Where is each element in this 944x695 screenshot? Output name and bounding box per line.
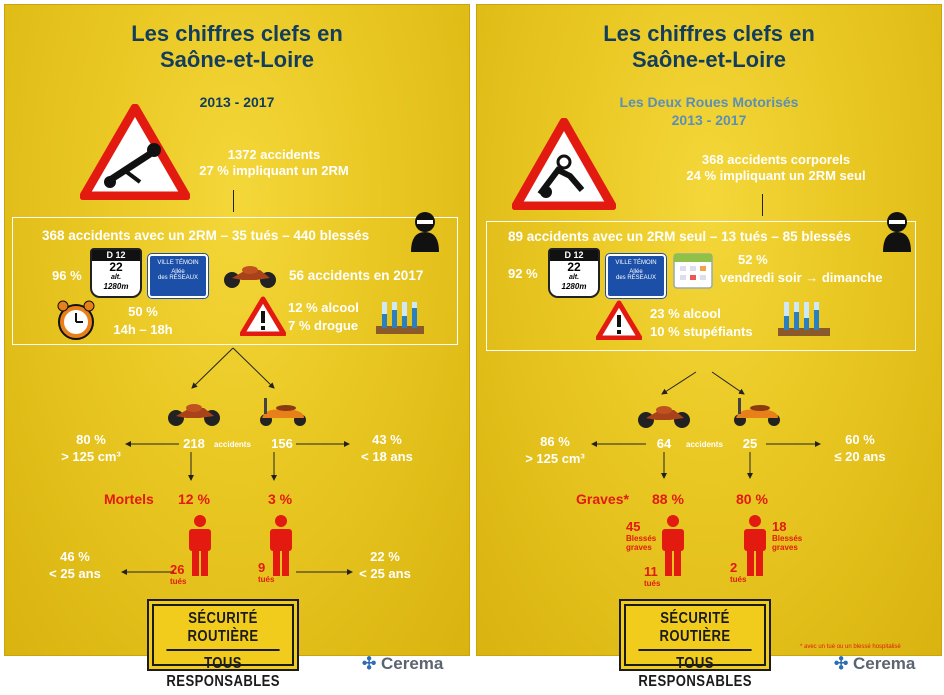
road-number: D 12: [550, 250, 598, 261]
calendar-icon: [672, 248, 714, 290]
period: 2013 - 2017: [671, 112, 747, 128]
cerema-logo: [362, 654, 443, 674]
test-tubes-icon: [374, 296, 426, 336]
killed-label: tués: [170, 577, 187, 586]
motorcyclist-helmet-icon: [880, 210, 914, 252]
road-elevation: 1280m: [103, 282, 129, 291]
person-icon: [185, 514, 215, 576]
scooter-killed: 2: [730, 560, 738, 575]
moto-killed: 26: [170, 562, 185, 577]
person-icon: [658, 514, 688, 576]
moto-count: 218: [183, 436, 205, 451]
person-icon: [266, 514, 296, 576]
time-pct: 50 %: [128, 304, 158, 319]
moto-pct: 80 %: [76, 432, 106, 447]
intro-share: 24 % impliquant un 2RM seul: [686, 168, 866, 183]
severity-label: Mortels: [104, 491, 154, 507]
cerema-mark-icon: ✣: [362, 654, 377, 673]
danger-warning-icon: [596, 300, 642, 340]
summary-text: 89 accidents avec un 2RM seul – 13 tués – 85 blessés: [508, 229, 851, 244]
scooter-young-pct: 22 %: [370, 549, 400, 564]
drug-stat: 7 % drogue: [288, 318, 359, 333]
cerema-mark-icon: ✣: [834, 654, 849, 673]
badge-line1: SÉCURITÉ ROUTIÈRE: [166, 606, 279, 651]
moto-cc: > 125 cm³: [61, 449, 121, 464]
severity-label: Graves*: [576, 491, 629, 507]
scooter-pct: 43 %: [372, 432, 402, 447]
moto-young-age: < 25 ans: [49, 566, 101, 581]
road-km: 22: [567, 260, 581, 274]
village-sign-line1: VILLE TÉMOIN: [157, 260, 199, 266]
danger-warning-icon: [240, 296, 286, 336]
serious-label-1: Blessés: [772, 534, 803, 543]
scooter-age: ≤ 20 ans: [834, 449, 886, 464]
moto-severity: 12 %: [178, 491, 210, 507]
scooter-icon: [256, 394, 310, 428]
killed-label: tués: [644, 579, 661, 588]
poster-title-line2: Saône-et-Loire: [159, 47, 315, 72]
road-km: 22: [109, 260, 123, 274]
scooter-count: 25: [742, 436, 758, 451]
moto-severity: 88 %: [652, 491, 684, 507]
summary-text: 368 accidents avec un 2RM – 35 tués – 440 blessés: [42, 228, 370, 243]
intro-share: 27 % impliquant un 2RM: [199, 163, 349, 178]
motorcycle-icon: [634, 398, 694, 430]
scooter-severity: 3 %: [268, 491, 293, 507]
moto-young-pct: 46 %: [60, 549, 90, 564]
scooter-severity: 80 %: [736, 491, 768, 507]
accidents-label: accidents: [214, 440, 251, 449]
motorcycle-icon: [164, 396, 224, 428]
moto-pct: 86 %: [540, 434, 570, 449]
time-range: 14h – 18h: [113, 322, 173, 337]
village-sign-line2: Allée: [171, 269, 185, 275]
badge-line2: TOUS RESPONSABLES: [638, 655, 752, 690]
warning-motorcyclist-icon: [512, 118, 616, 210]
subtitle: Les Deux Roues Motorisés: [619, 94, 799, 110]
connector-line: [233, 190, 234, 212]
serious-label-2: graves: [772, 543, 798, 552]
road-pct: 96 %: [52, 268, 82, 283]
village-sign-line3: des RÉSEAUX: [157, 275, 199, 281]
serious-label-2: graves: [626, 543, 652, 552]
road-alt: alt.: [568, 274, 580, 281]
serious-label-1: Blessés: [626, 534, 657, 543]
alarm-clock-icon: [54, 298, 98, 342]
alcohol-stat: 12 % alcool: [288, 300, 359, 315]
connector-line: [762, 194, 763, 216]
killed-label: tués: [258, 575, 275, 584]
intro-total: 1372 accidents: [227, 147, 321, 162]
weekend-range: vendredi soir → dimanche: [720, 270, 883, 285]
moto-cc: > 125 cm³: [525, 451, 585, 466]
badge-line1: SÉCURITÉ ROUTIÈRE: [638, 606, 751, 651]
village-sign-line3: des RÉSEAUX: [615, 275, 657, 281]
cerema-logo: [834, 654, 915, 674]
village-sign: [148, 254, 208, 298]
year-stat: 56 accidents en 2017: [289, 268, 424, 283]
village-sign-line1: VILLE TÉMOIN: [615, 260, 657, 266]
scooter-pct: 60 %: [845, 432, 875, 447]
scooter-icon: [730, 394, 784, 428]
moto-killed: 11: [644, 564, 658, 579]
period: 2013 - 2017: [199, 94, 275, 110]
badge-line2: TOUS RESPONSABLES: [166, 655, 280, 690]
drug-stat: 10 % stupéfiants: [650, 324, 753, 339]
alcohol-stat: 23 % alcool: [650, 306, 721, 321]
scooter-age: < 18 ans: [361, 449, 413, 464]
scooter-count: 156: [271, 436, 293, 451]
test-tubes-icon: [776, 296, 832, 338]
killed-label: tués: [730, 575, 747, 584]
road-elevation: 1280m: [561, 282, 587, 291]
cerema-logo-text: Cerema: [380, 654, 444, 673]
moto-count: 64: [656, 436, 672, 451]
intro-total: 368 accidents corporels: [701, 152, 851, 167]
scooter-young-age: < 25 ans: [359, 566, 411, 581]
moto-serious: 45: [626, 519, 641, 534]
motorcyclist-helmet-icon: [408, 210, 442, 252]
branch-arrows: [476, 364, 942, 604]
poster-title-line2: Saône-et-Loire: [631, 47, 787, 72]
person-icon: [740, 514, 770, 576]
road-number: D 12: [92, 250, 140, 261]
road-alt: alt.: [110, 274, 122, 281]
road-pct: 92 %: [508, 266, 538, 281]
scooter-killed: 9: [258, 560, 266, 575]
road-safety-badge: [152, 604, 294, 690]
village-sign-line2: Allée: [629, 269, 643, 275]
footnote: * avec un tué ou un blessé hospitalisé: [800, 644, 901, 650]
motorcycle-icon: [220, 260, 280, 290]
poster-title-line1: Les chiffres clefs en: [603, 21, 815, 46]
departmental-road-sign: [90, 248, 142, 298]
accidents-label: accidents: [686, 440, 723, 449]
cerema-logo-text: Cerema: [852, 654, 916, 673]
road-safety-badge: [624, 604, 766, 690]
departmental-road-sign: [548, 248, 600, 298]
village-sign: [606, 254, 666, 298]
poster-title-line1: Les chiffres clefs en: [131, 21, 343, 46]
scooter-serious: 18: [772, 519, 787, 534]
weekend-pct: 52 %: [738, 252, 768, 267]
